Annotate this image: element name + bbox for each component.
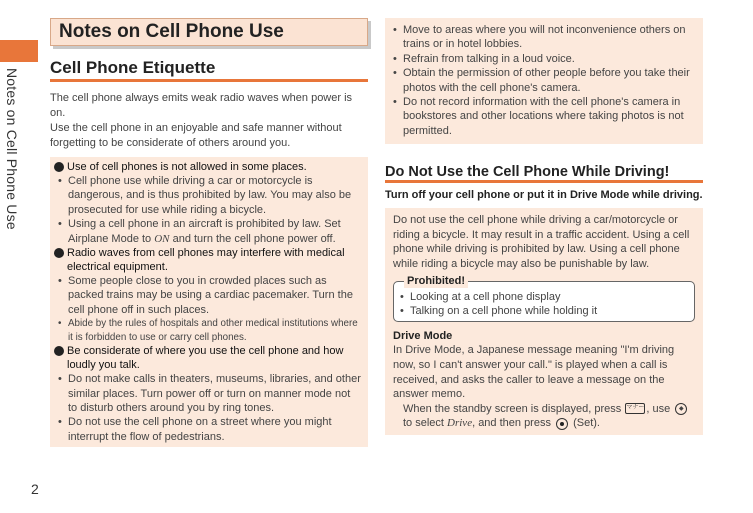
manner-key-icon: マナー xyxy=(625,403,645,414)
page-number: 2 xyxy=(31,481,39,497)
list-item: • Obtain the permission of other people before you take their photos with the cell phone's camera. xyxy=(393,67,690,94)
drive-mode-body: In Drive Mode, a Japanese message meaning "I'm driving now, so I can't answer your call." is played when a call is received, and asks the caller to leave a message on the answer memo. xyxy=(393,344,675,401)
nav-key-icon: ◆ xyxy=(675,403,687,415)
list-item: • Talking on a cell phone while holding it xyxy=(400,305,598,318)
list-item: • Do not record information with the cell phone's camera in bookstores and other locations where taking photos is not permitted. xyxy=(393,96,684,137)
group-heading: Use of cell phones is not allowed in some places. xyxy=(54,160,362,174)
etiquette-box xyxy=(50,157,368,447)
list-item: • Move to areas where you will not inconvenience others on trains or in hotel lobbies. xyxy=(393,24,686,51)
center-key-icon xyxy=(556,418,568,430)
driving-heading: Do Not Use the Cell Phone While Driving! xyxy=(385,164,703,183)
drive-mode-steps: When the standby screen is displayed, press マナー , use ◆ to select Drive, and then press (Set). xyxy=(393,402,695,431)
list-item: • Do not make calls in theaters, museums, libraries, and other similar places. Turn power off or turn on manner mode not to disturb others around you by ring tones. xyxy=(58,373,361,415)
drive-mode-heading: Drive Mode xyxy=(393,330,453,343)
page-title: Notes on Cell Phone Use xyxy=(59,21,284,42)
left-column xyxy=(50,18,368,447)
side-tab-label: Notes on Cell Phone Use xyxy=(4,68,20,230)
list-item: • Some people close to you in crowded places such as packed trains may be using a cardiac pacemaker. Turn the cell phone off in such places. xyxy=(58,275,353,316)
side-tab-marker xyxy=(0,40,38,62)
bullet-dot-icon xyxy=(54,162,64,172)
driving-box xyxy=(385,208,703,435)
list-item: • Looking at a cell phone display xyxy=(400,290,561,303)
list-item: • Do not use the cell phone on a street where you might interrupt the flow of pedestrians. xyxy=(58,416,332,443)
etiquette-intro-2: Use the cell phone in an enjoyable and safe manner without forgetting to be considerate of others around you. xyxy=(50,122,342,149)
etiquette-continued-box xyxy=(385,18,703,144)
list-item: • Cell phone use while driving a car or motorcycle is dangerous, and is thus prohibited by law. You may also be prosecuted for use while riding a bicycle. xyxy=(58,175,352,216)
prohibited-label: Prohibited! xyxy=(404,275,468,288)
driving-subheading: Turn off your cell phone or put it in Drive Mode while driving. xyxy=(385,189,703,202)
list-item: • Refrain from talking in a loud voice. xyxy=(393,52,575,65)
prohibited-box xyxy=(393,274,695,323)
etiquette-heading: Cell Phone Etiquette xyxy=(50,58,368,82)
etiquette-intro-1: The cell phone always emits weak radio waves when power is on. xyxy=(50,92,353,119)
list-item: • Using a cell phone in an aircraft is prohibited by law. Set Airplane Mode to ON and turn the cell phone power off. xyxy=(58,218,341,245)
page-title-box xyxy=(50,18,368,46)
driving-body: Do not use the cell phone while driving a car/motorcycle or riding a bicycle. It may result in a traffic accident. Using a cell phone while driving is prohibited by law. Using a cell phone while riding a bicycle may also be punishable by law. xyxy=(393,214,690,271)
bullet-dot-icon xyxy=(54,248,64,258)
right-column xyxy=(385,18,703,435)
group-heading: Be considerate of where you use the cell phone and how loudly you talk. xyxy=(54,344,362,372)
list-item: • Abide by the rules of hospitals and other medical institutions where it is forbidden to use or carry cell phones. xyxy=(58,318,358,343)
group-heading: Radio waves from cell phones may interfere with medical electrical equipment. xyxy=(54,246,362,274)
bullet-dot-icon xyxy=(54,346,64,356)
